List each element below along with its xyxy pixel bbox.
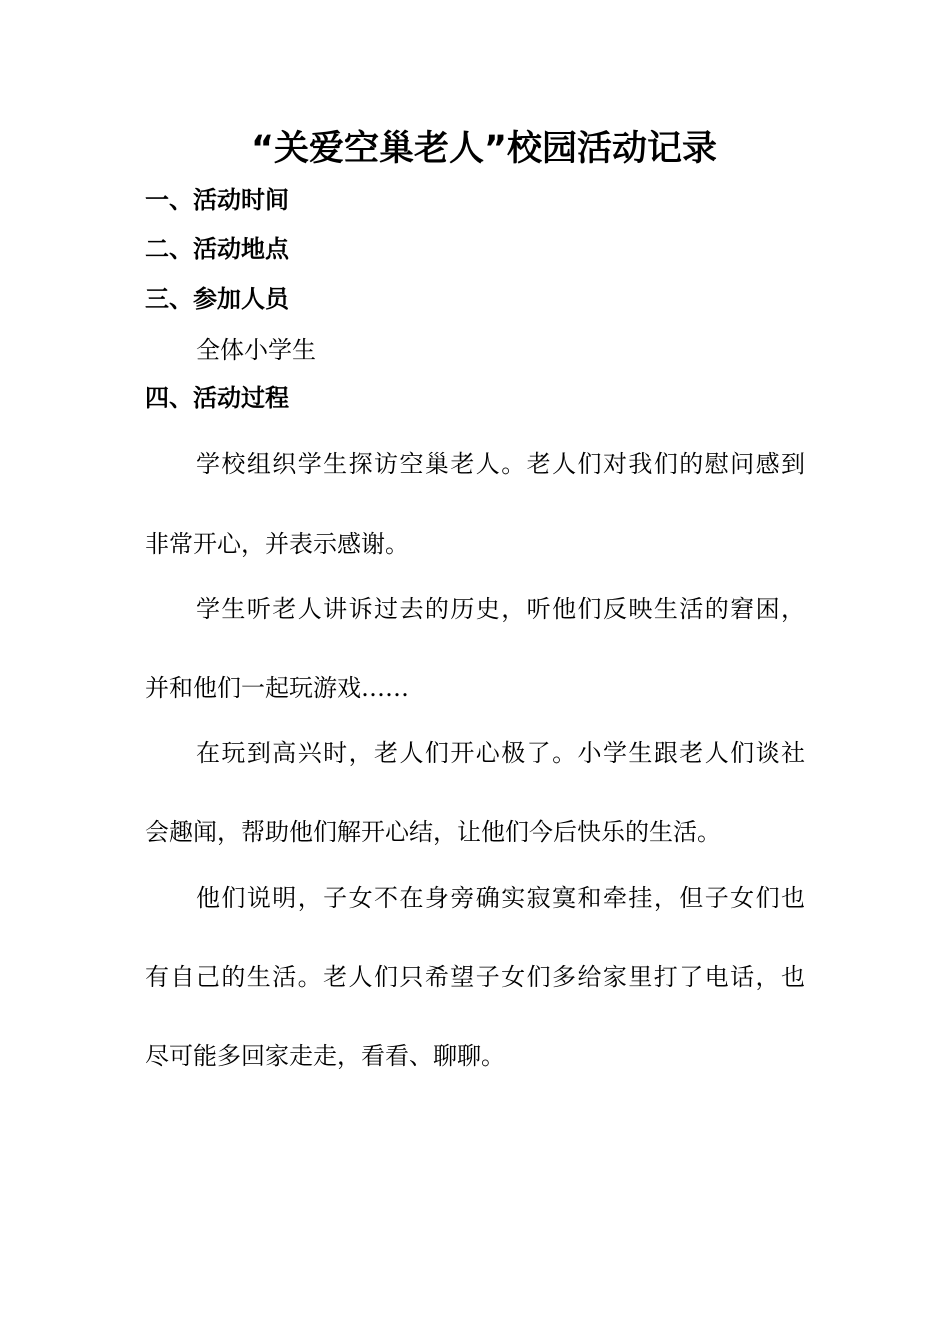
document-title: “关爱空巢老人”校园活动记录 xyxy=(250,129,717,169)
paragraph-line: 学生听老人讲诉过去的历史，听他们反映生活的窘困， xyxy=(196,595,805,623)
participants-content: 全体小学生 xyxy=(196,336,316,364)
paragraph-line: 尽可能多回家走走，看看、聊聊。 xyxy=(145,1042,505,1070)
section-heading-place: 二、活动地点 xyxy=(145,235,289,263)
paragraph-line: 并和他们一起玩游戏…… xyxy=(145,674,409,702)
paragraph-line: 有自己的生活。老人们只希望子女们多给家里打了电话，也 xyxy=(145,963,805,991)
section-heading-time: 一、活动时间 xyxy=(145,186,289,214)
paragraph-line: 非常开心，并表示感谢。 xyxy=(145,530,409,558)
section-heading-participants: 三、参加人员 xyxy=(145,285,289,313)
section-heading-process: 四、活动过程 xyxy=(145,384,289,412)
paragraph-line: 在玩到高兴时，老人们开心极了。小学生跟老人们谈社 xyxy=(196,739,805,767)
paragraph-line: 学校组织学生探访空巢老人。老人们对我们的慰问感到 xyxy=(196,450,805,478)
paragraph-line: 会趣闻，帮助他们解开心结，让他们今后快乐的生活。 xyxy=(145,818,721,846)
paragraph-line: 他们说明，子女不在身旁确实寂寞和牵挂，但子女们也 xyxy=(196,884,805,912)
